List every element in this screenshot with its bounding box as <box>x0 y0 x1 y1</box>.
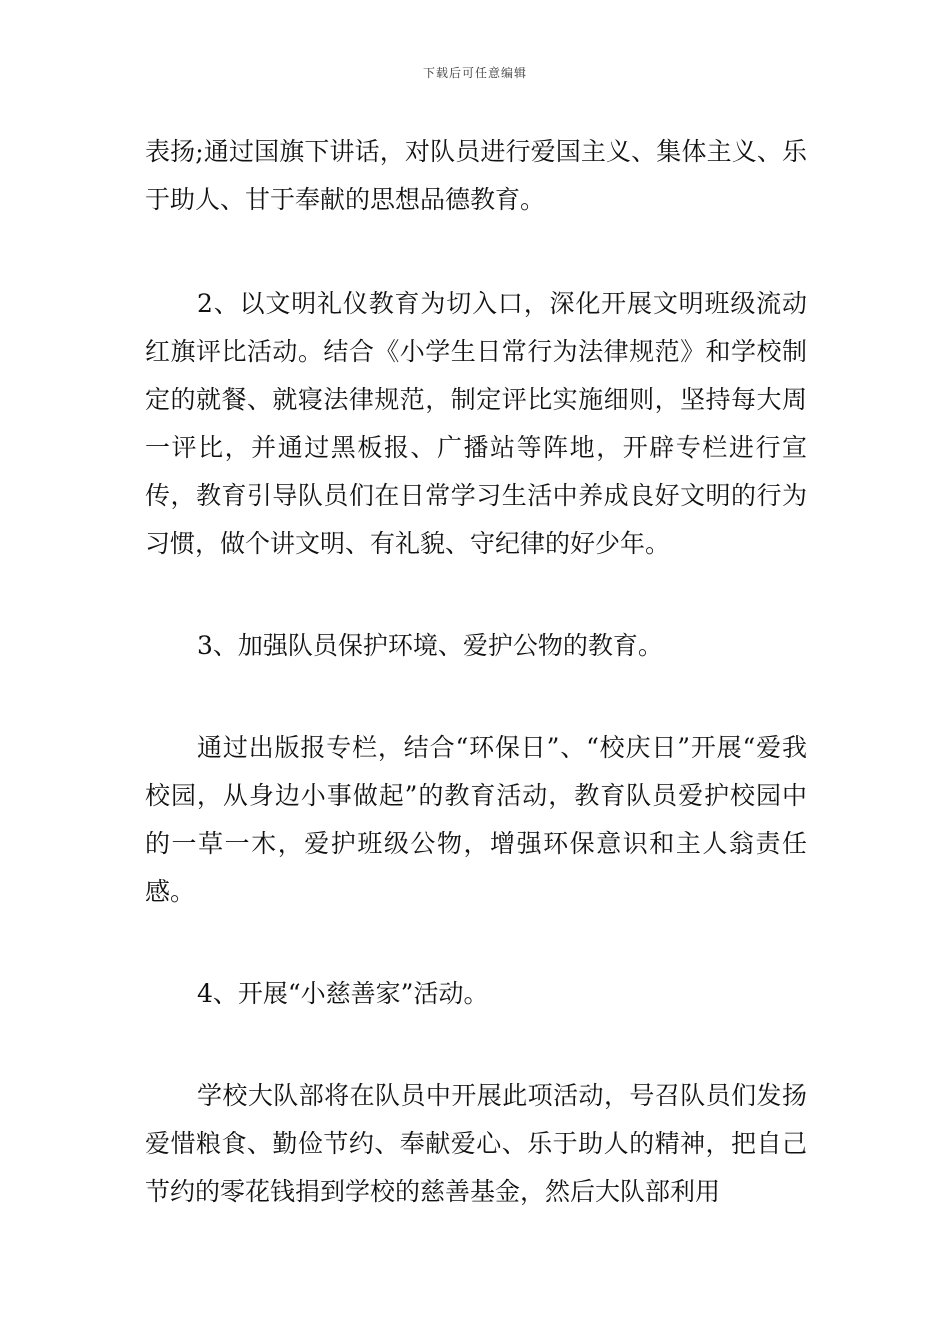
paragraph-charity-activity: 学校大队部将在队员中开展此项活动，号召队员们发扬爱惜粮食、勤俭节约、奉献爱心、乐于助人的精神，把自己节约的零花钱捐到学校的慈善基金，然后大队部利用 <box>145 1081 807 1206</box>
paragraph-environment-heading: 3、加强队员保护环境、爱护公物的教育。 <box>197 631 663 660</box>
paragraph-praise-speech: 表扬;通过国旗下讲话，对队员进行爱国主义、集体主义、乐于助人、甘于奉献的思想品德教育。 <box>145 137 807 214</box>
paragraph-environment-activity: 通过出版报专栏，结合“环保日”、“校庆日”开展“爱我校园，从身边小事做起”的教育活动，教育队员爱护校园中的一草一木，爱护班级公物，增强环保意识和主人翁责任感。 <box>145 733 807 906</box>
page-header: 下载后可任意编辑 <box>422 66 527 80</box>
document-body <box>145 128 807 1216</box>
paragraph-charity-heading: 4、开展“小慈善家”活动。 <box>197 979 489 1008</box>
paragraph-etiquette-education: 2、以文明礼仪教育为切入口，深化开展文明班级流动红旗评比活动。结合《小学生日常行为法律规范》和学校制定的就餐、就寝法律规范，制定评比实施细则，坚持每大周一评比，并通过黑板报、广播站等阵地，开辟专栏进行宣传，教育引导队员们在日常学习生活中养成良好文明的行为习惯，做个讲文明、有礼貌、守纪律的好少年。 <box>145 289 807 558</box>
